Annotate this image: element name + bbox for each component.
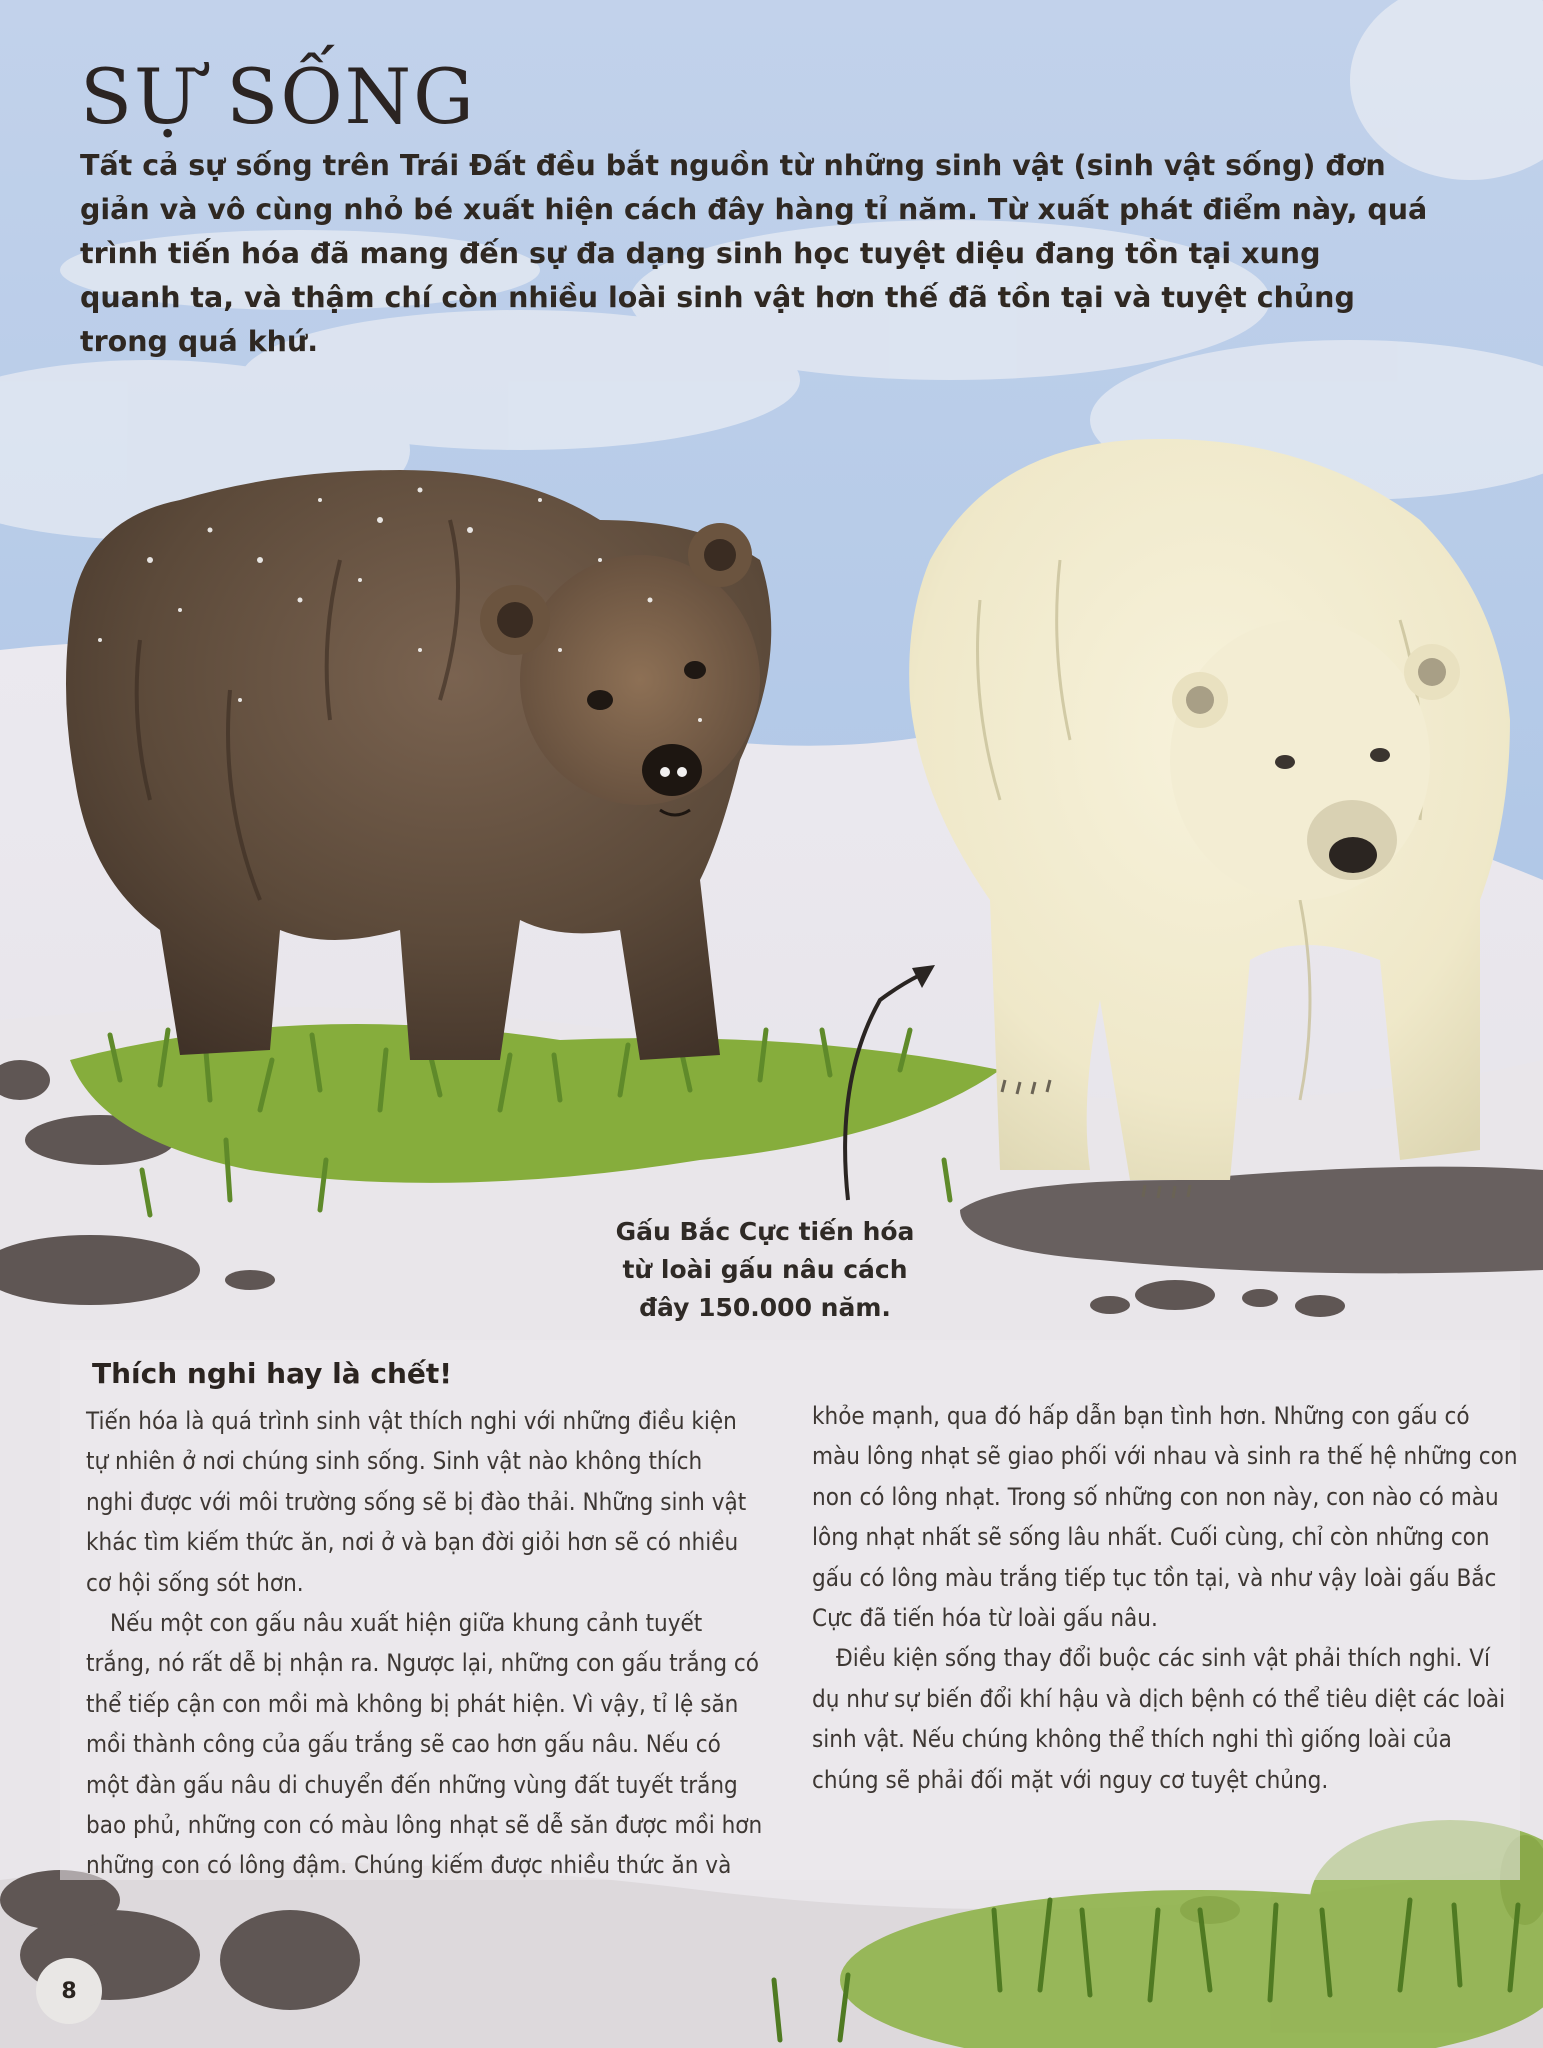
text-line: Nếu một con gấu nâu xuất hiện giữa khung cảnh tuyết [110,1609,703,1638]
polar-bear [909,439,1510,1198]
page-number: 8 [61,1978,77,2004]
caption-line: từ loài gấu nâu cách [622,1255,908,1284]
intro-paragraph: Tất cả sự sống trên Trái Đất đều bắt nguồn từ những sinh vật (sinh vật sống) đơn giản và vô cùng nhỏ bé xuất hiện cách đây hàng tỉ năm. Từ xuất phát điểm này, quá trình tiến hóa đã mang đến sự đa dạng sinh học tuyệt diệu đang tồn tại xung quanh ta, và thậm chí còn nhiều loài sinh vật hơn thế đã tồn tại và tuyệt chủng trong quá khứ. [80,149,1428,358]
text-line: cơ hội sống sót hơn. [86,1568,304,1597]
text-line: thể tiếp cận con mồi mà không bị phát hiện. Vì vậy, tỉ lệ săn [86,1689,739,1718]
section-heading: Thích nghi hay là chết! [92,1357,453,1390]
text-line: trắng, nó rất dễ bị nhận ra. Ngược lại, những con gấu trắng có [86,1649,759,1678]
page-title: SỰ SỐNG [80,52,476,141]
text-line: tự nhiên ở nơi chúng sinh sống. Sinh vật nào không thích [86,1447,703,1476]
right-paragraph-1: khỏe mạnh, qua đó hấp dẫn bạn tình hơn. Những con gấu có màu lông nhạt sẽ giao phối với nhau và sinh ra thế hệ những con non có lông nhạt. Trong số những con non này, con nào có màu lông nhạt nhất sẽ sống lâu nhất. Cuối cùng, chỉ còn những con gấu có lông màu trắng tiếp tục tồn tại, và như vậy loài gấu Bắc Cực đã tiến hóa từ loài gấu nâu. [812,1402,1518,1633]
image-caption [600,1213,930,1327]
left-column [86,1401,786,1886]
caption-line: Gấu Bắc Cực tiến hóa [615,1217,915,1246]
text-line: khác tìm kiếm thức ăn, nơi ở và bạn đời giỏi hơn sẽ có nhiều [86,1528,739,1557]
text-line: mồi thành công của gấu trắng sẽ cao hơn gấu nâu. Nếu có [86,1730,721,1759]
page-number-badge [36,1958,102,2024]
right-paragraph-2: Điều kiện sống thay đổi buộc các sinh vật phải thích nghi. Ví dụ như sự biến đổi khí hậu và dịch bệnh có thể tiêu diệt các loài sinh vật. Nếu chúng không thể thích nghi thì giống loài của chúng sẽ phải đối mặt với nguy cơ tuyệt chủng. [812,1644,1506,1794]
brown-bear [66,470,771,1060]
text-line: những con có lông đậm. Chúng kiếm được nhiều thức ăn và [86,1851,732,1880]
text-line: Tiến hóa là quá trình sinh vật thích nghi với những điều kiện [86,1407,737,1435]
text-line: bao phủ, những con có màu lông nhạt sẽ dễ săn được mồi hơn [86,1811,763,1840]
text-line: một đàn gấu nâu di chuyển đến những vùng đất tuyết trắng [86,1770,738,1799]
text-line: nghi được với môi trường sống sẽ bị đào thải. Những sinh vật [86,1487,747,1516]
caption-line: đây 150.000 năm. [639,1293,891,1322]
right-column [812,1396,1522,1800]
